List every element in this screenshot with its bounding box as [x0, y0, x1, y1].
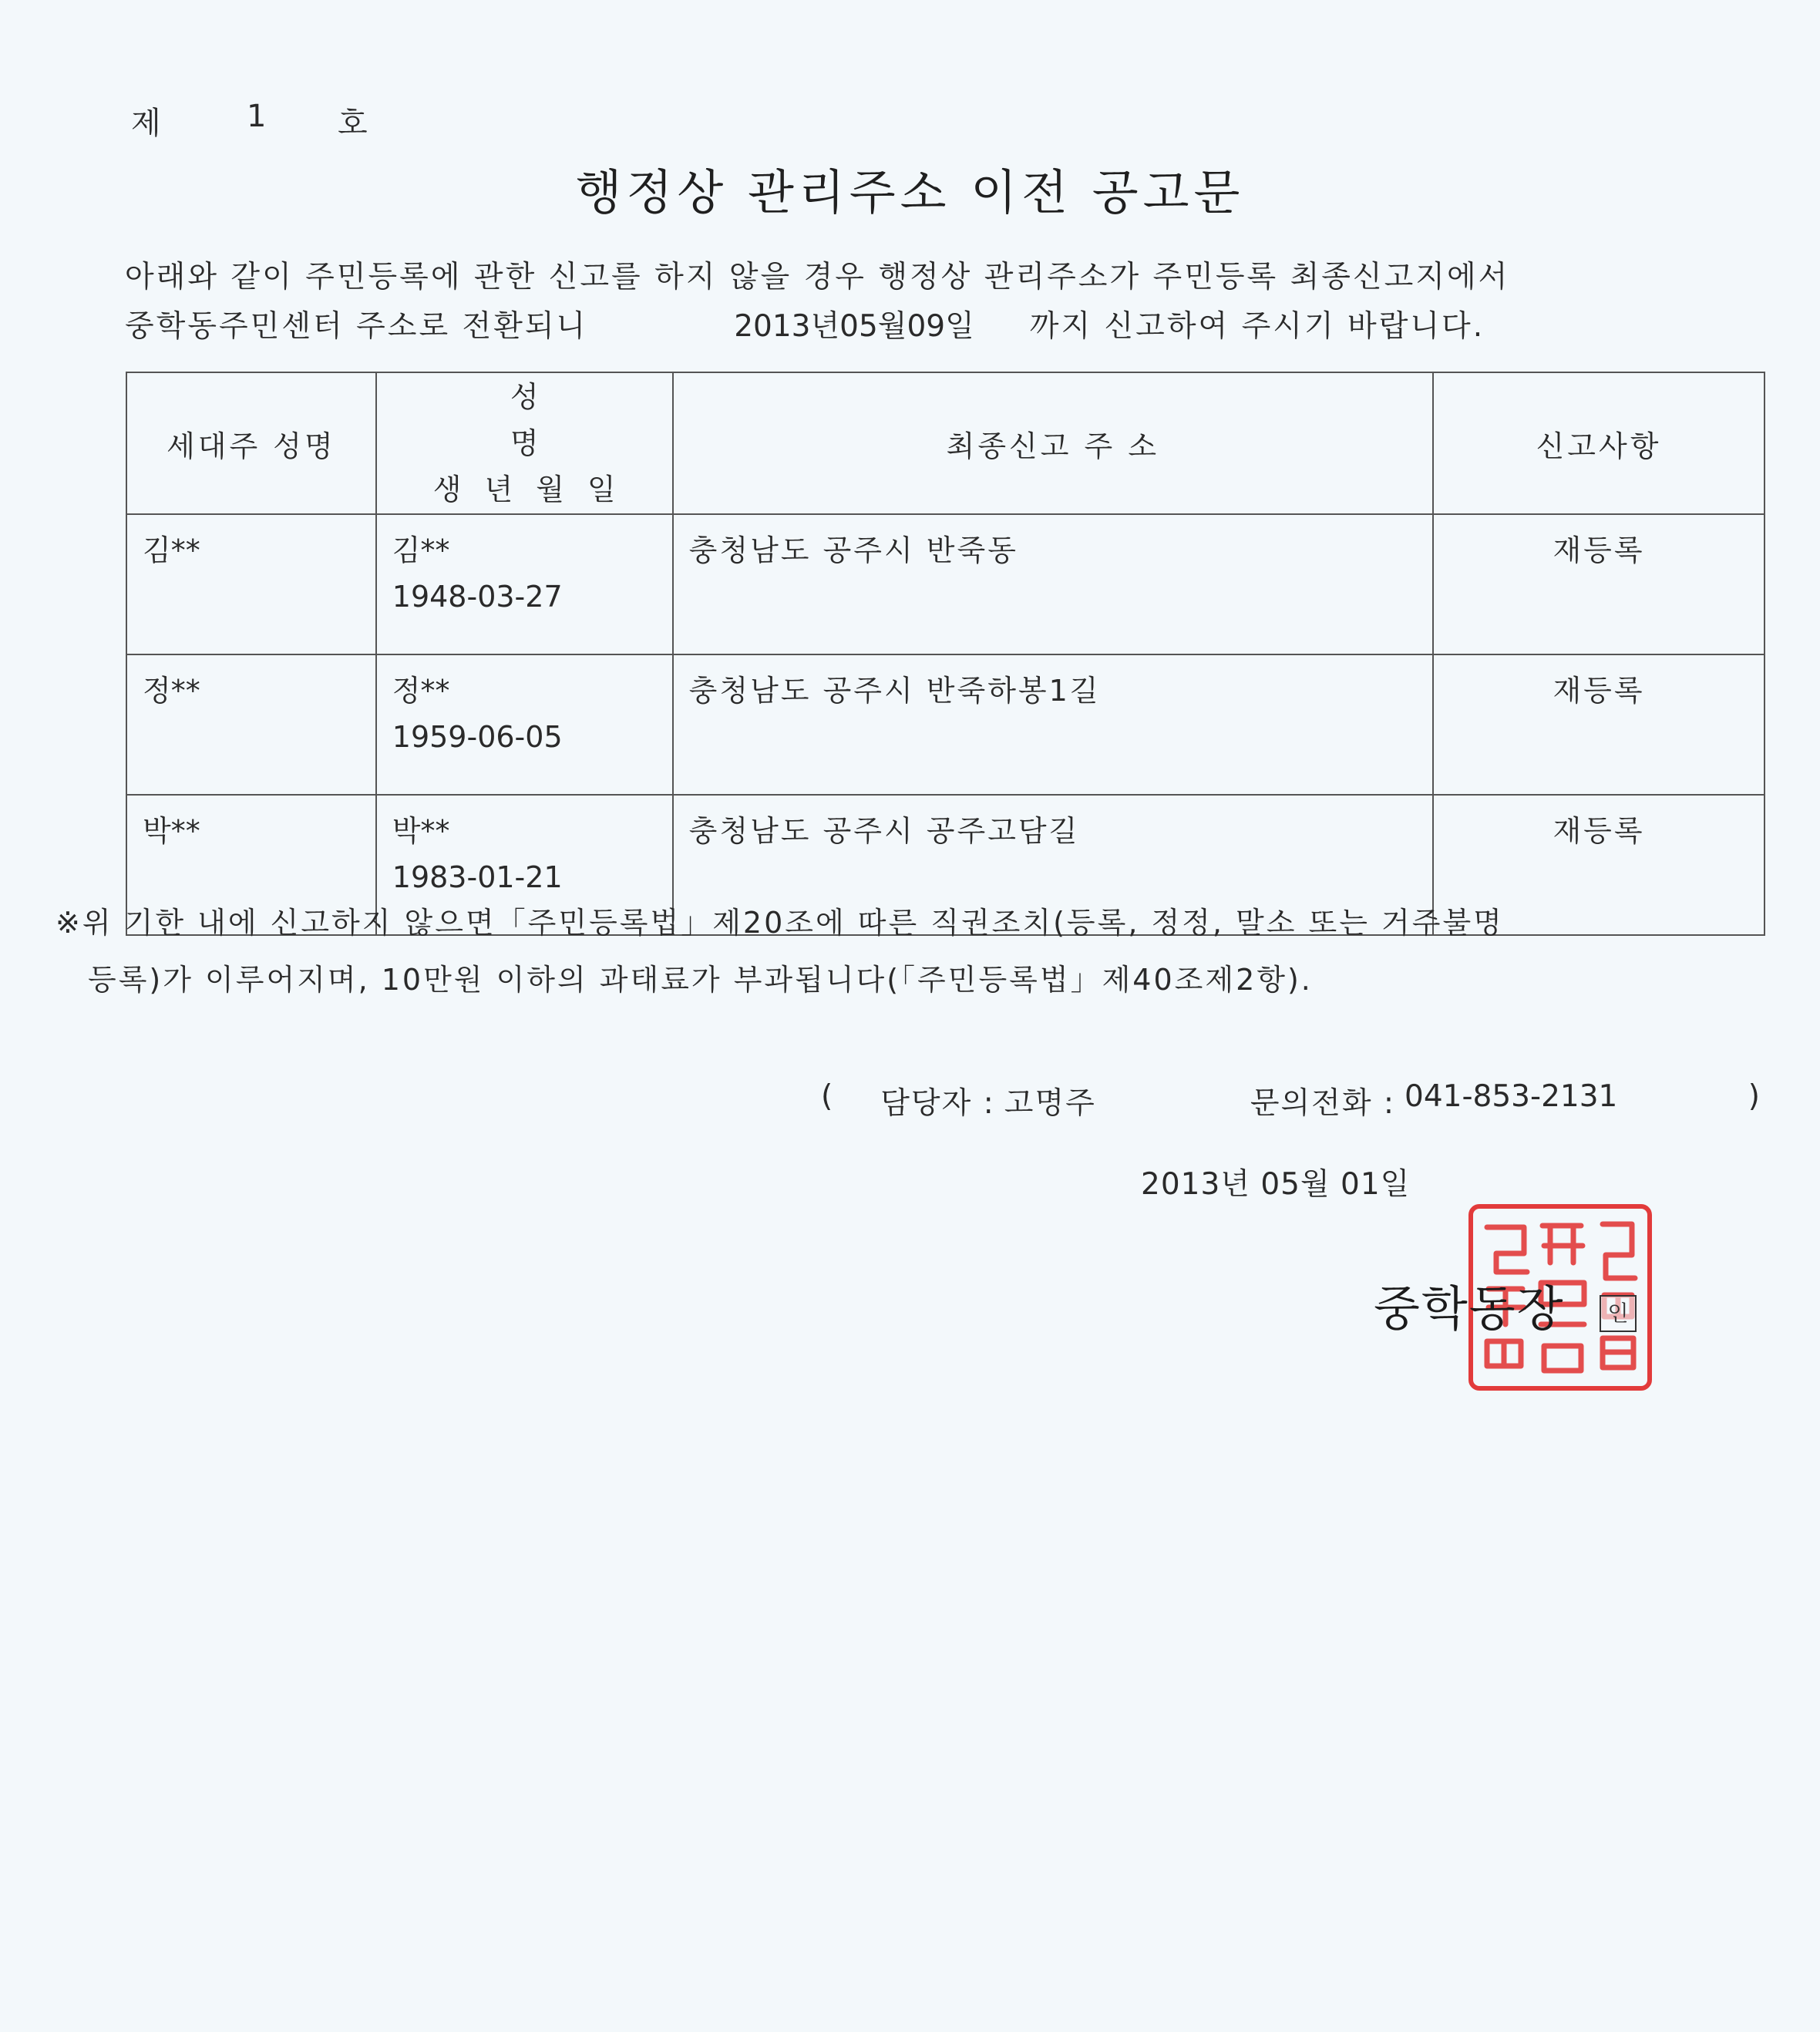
- table-row: [126, 654, 1764, 795]
- header-address: 최종신고 주 소: [673, 372, 1433, 514]
- header-householder: 세대주 성명: [126, 372, 376, 514]
- page-title: 행정상 관리주소 이전 공고문: [575, 164, 1245, 220]
- cell-name: 정**: [392, 674, 450, 708]
- legal-notice-line1: ※위 기한 내에 신고하지 않으면「주민등록법」제20조에 따른 직권조치(등록, 정정, 말소 또는 거주불명: [56, 906, 1504, 940]
- cell-birth: 1948-03-27: [392, 580, 563, 614]
- cell-householder: 정**: [126, 654, 376, 795]
- doc-number-prefix: 제: [131, 106, 161, 141]
- document-number: [131, 99, 368, 143]
- cell-report: 재등록: [1433, 514, 1764, 654]
- cell-address: 충청남도 공주시 반죽동: [673, 514, 1433, 654]
- intro-line2-start: 중학동주민센터 주소로 전환되니: [125, 309, 588, 344]
- table-header-row: [126, 372, 1764, 514]
- phone-number: 041-853-2131: [1405, 1079, 1618, 1114]
- intro-line2: [125, 302, 1509, 352]
- contact-info: [821, 1079, 1761, 1122]
- contact-close-paren: ): [1748, 1079, 1761, 1114]
- cell-birth: 1959-06-05: [392, 720, 563, 754]
- issue-date: 2013년 05월 01일: [1141, 1167, 1411, 1202]
- header-person: [376, 372, 673, 514]
- cell-name: 김**: [392, 533, 450, 567]
- cell-householder: 박**: [126, 795, 376, 935]
- header-person-line1: 성 명: [510, 380, 654, 460]
- manager-label: 담당자 :: [880, 1086, 995, 1121]
- cell-householder: 김**: [126, 514, 376, 654]
- legal-notice: [56, 894, 1504, 1008]
- cell-address: 충청남도 공주시 공주고담길: [673, 795, 1433, 935]
- cell-report: 재등록: [1433, 795, 1764, 935]
- intro-paragraph: [125, 253, 1509, 352]
- cell-name: 박**: [392, 814, 450, 848]
- intro-line2-end: 까지 신고하여 주시기 바랍니다.: [1029, 309, 1485, 344]
- cell-person: [376, 654, 673, 795]
- phone-label: 문의전화 :: [1250, 1086, 1396, 1121]
- legal-notice-line2: 등록)가 이루어지며, 10만원 이하의 과태료가 부과됩니다(「주민등록법」제40조제2항).: [88, 963, 1313, 997]
- cell-address: 충청남도 공주시 반죽하봉1길: [673, 654, 1433, 795]
- doc-number-value: 1: [247, 99, 267, 134]
- header-person-line2: 생년월일: [432, 473, 639, 506]
- cell-person: [376, 514, 673, 654]
- contact-open-paren: (: [821, 1079, 835, 1114]
- records-table: [126, 372, 1765, 936]
- deadline-date: 2013년05월09일: [734, 309, 974, 344]
- doc-number-suffix: 호: [338, 106, 368, 141]
- seal-placeholder-mark: 인: [1600, 1295, 1637, 1332]
- manager-name: 고명주: [1004, 1086, 1096, 1121]
- table-row: [126, 514, 1764, 654]
- cell-birth: 1983-01-21: [392, 860, 563, 894]
- intro-line1: 아래와 같이 주민등록에 관한 신고를 하지 않을 경우 행정상 관리주소가 주민등록 최종신고지에서: [125, 260, 1510, 294]
- signer-title: 중학동장: [1374, 1280, 1565, 1337]
- cell-report: 재등록: [1433, 654, 1764, 795]
- header-report: 신고사항: [1433, 372, 1764, 514]
